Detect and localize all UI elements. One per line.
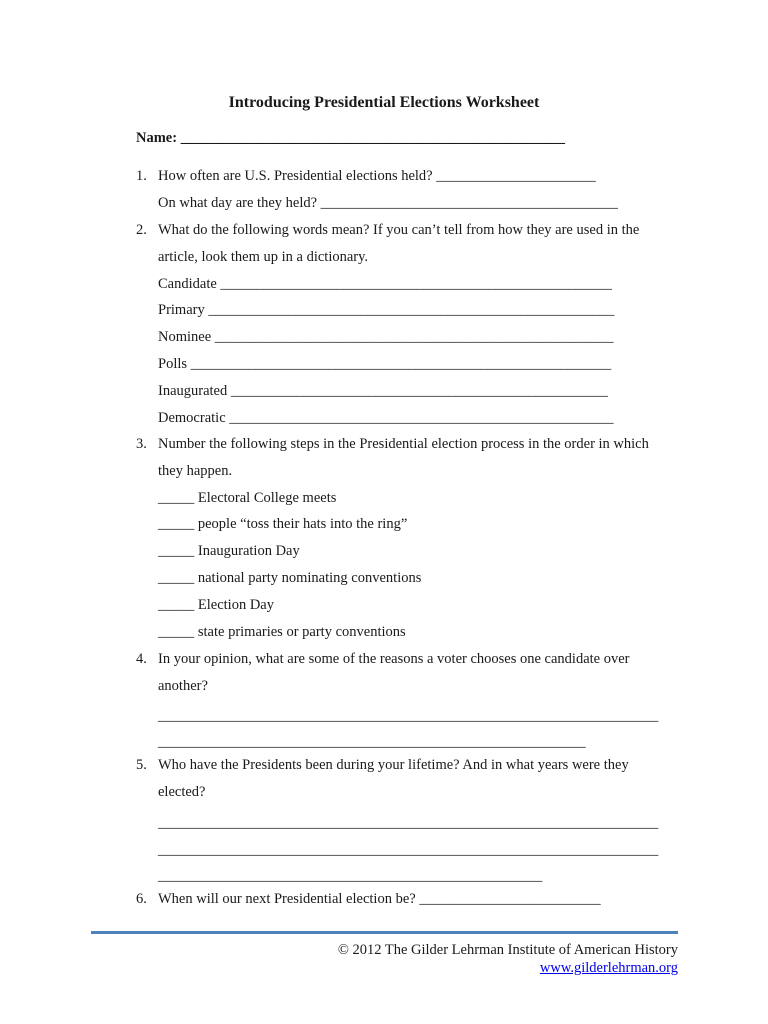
q4-answer-line-2: ___________________________________________________________ xyxy=(158,734,586,750)
q3-step-inauguration: _____ Inauguration Day xyxy=(158,543,300,559)
q3-step-hats-in-ring: _____ people “toss their hats into the ring” xyxy=(158,516,408,532)
q6-number: 6. xyxy=(136,891,147,907)
q5-text-2: elected? xyxy=(158,784,206,800)
q2-text-2: article, look them up in a dictionary. xyxy=(158,249,369,265)
footer-website-link[interactable]: www.gilderlehrman.org xyxy=(539,960,678,976)
q5-answer-line-3: _____________________________________________________ xyxy=(158,868,543,884)
worksheet-title: Introducing Presidential Elections Worksheet xyxy=(228,94,540,111)
q2-term-nominee: Nominee _______________________________________________________ xyxy=(158,329,614,345)
q1-line-a: How often are U.S. Presidential elections held? ______________________ xyxy=(158,168,596,184)
q2-text-1: What do the following words mean? If you can’t tell from how they are used in the xyxy=(158,222,640,238)
q3-step-primaries: _____ state primaries or party conventions xyxy=(158,624,406,640)
q3-step-conventions: _____ national party nominating conventions xyxy=(158,570,422,586)
footer-copyright: © 2012 The Gilder Lehrman Institute of American History xyxy=(337,942,678,958)
q1-number: 1. xyxy=(136,168,147,184)
q3-number: 3. xyxy=(136,436,147,452)
q6-text: When will our next Presidential election be? _________________________ xyxy=(158,891,601,907)
footer-rule xyxy=(91,931,678,934)
q5-answer-line-2: _____________________________________________________________________ xyxy=(158,842,659,858)
q3-step-election-day: _____ Election Day xyxy=(158,597,274,613)
q5-text-1: Who have the Presidents been during your lifetime? And in what years were they xyxy=(158,757,629,773)
q5-number: 5. xyxy=(136,757,147,773)
q2-term-inaugurated: Inaugurated ____________________________________________________ xyxy=(158,383,608,399)
q2-number: 2. xyxy=(136,222,147,238)
q4-text-2: another? xyxy=(158,678,208,694)
q4-number: 4. xyxy=(136,651,147,667)
q2-term-polls: Polls __________________________________________________________ xyxy=(158,356,612,372)
q2-term-primary: Primary ________________________________________________________ xyxy=(158,302,615,318)
q3-step-electoral-college: _____ Electoral College meets xyxy=(158,490,337,506)
q4-answer-line-1: _____________________________________________________________________ xyxy=(158,708,659,724)
q2-term-democratic: Democratic _____________________________________________________ xyxy=(158,410,614,426)
name-field-line: Name: _____________________________________________________ xyxy=(136,130,565,146)
q5-answer-line-1: _____________________________________________________________________ xyxy=(158,815,659,831)
q3-text-2: they happen. xyxy=(158,463,233,479)
q3-text-1: Number the following steps in the Presidential election process in the order in which xyxy=(158,436,649,452)
q1-line-b: On what day are they held? _________________________________________ xyxy=(158,195,618,211)
q2-term-candidate: Candidate ______________________________________________________ xyxy=(158,276,612,292)
q4-text-1: In your opinion, what are some of the reasons a voter chooses one candidate over xyxy=(158,651,630,667)
